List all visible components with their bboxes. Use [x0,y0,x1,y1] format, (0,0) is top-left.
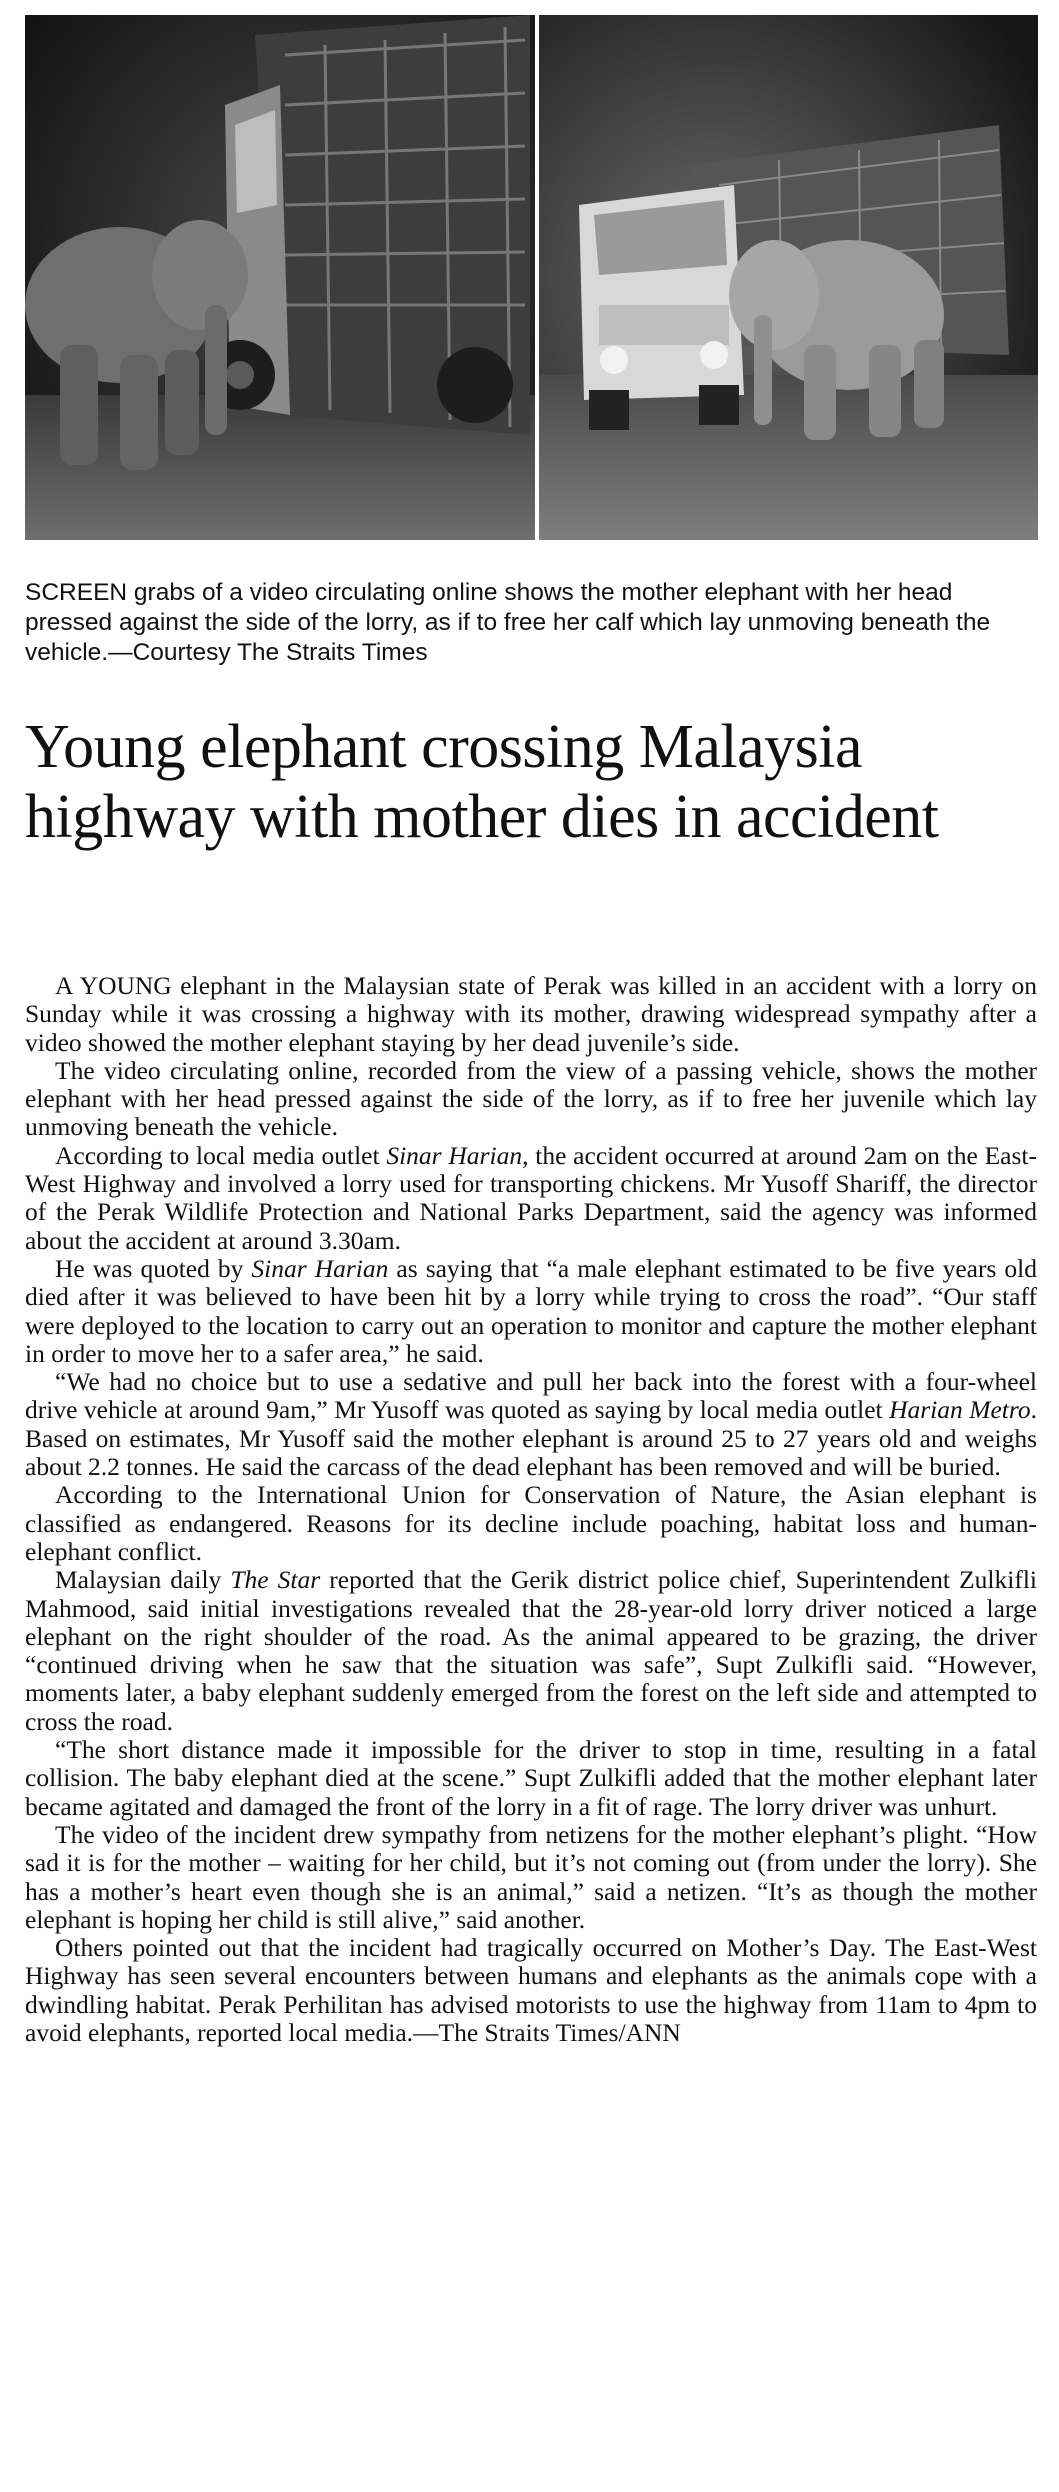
article-paragraph [25,1368,1037,1481]
paragraph-text: The video of the incident drew sympathy from netizens for the mother elephant’s plight. “How sad it is for the mother – waiting for her child, but it’s not coming out (from under the lorry). She has a mother’s heart even though she is an animal,” said a netizen. “It’s as though the mother elephant is hoping her child is still alive,” said another. [25,1819,1037,1934]
article-paragraph [25,1255,1037,1368]
elephant-beside-lorry-front-photo [539,15,1038,540]
article-paragraph [25,1142,1037,1255]
paragraph-text: A YOUNG elephant in the Malaysian state of Perak was killed in an accident with a lorry on Sunday while it was crossing a highway with its mother, drawing widespread sympathy after a video showed the mother elephant staying by her dead juvenile’s side. [25,971,1037,1057]
photo-caption: SCREEN grabs of a video circulating online shows the mother elephant with her head pressed against the side of the lorry, as if to free her calf which lay unmoving beneath the vehicle.—Courtesy The Straits Times [25,579,991,666]
paragraph-text: reported that the Gerik district police chief, Superintendent Zulkifli Mahmood, said initial investigations revealed that the 28-year-old lorry driver noticed a large elephant on the right shoulder of the road. As the animal appeared to be grazing, the driver “continued driving when he saw that the situation was safe”, Supt Zulkifli said. “However, moments later, a baby elephant suddenly emerged from the forest on the left side and attempted to cross the road. [25,1565,1037,1736]
article-paragraph [25,1934,1037,2047]
paragraph-text: as saying that “a male elephant estimated to be five years old died after it was believed to have been hit by a lorry while trying to cross the road”. “Our staff were deployed to the location to carry out an operation to monitor and capture the mother elephant in order to move her to a safer area,” he said. [25,1253,1038,1368]
paragraph-text: . Based on estimates, Mr Yusoff said the mother elephant is around 25 to 27 years old and weighs about 2.2 tonnes. He said the carcass of the dead elephant has been removed and will be buried. [25,1395,1037,1482]
paragraph-text: According to the International Union for Conservation of Nature, the Asian elephant is classified as endangered. Reasons for its decline include poaching, habitat loss and human-elephant conflict. [25,1480,1037,1566]
paragraph-text: He was quoted by [55,1253,252,1283]
publication-name: The Star [230,1565,321,1595]
article-paragraph [25,1481,1037,1566]
paragraph-text: Malaysian daily [55,1565,231,1595]
left-screen-grab-photo [25,15,535,540]
photo-strip [25,15,1038,540]
publication-name: Sinar Harian [386,1140,523,1170]
article-paragraph [25,1057,1037,1142]
publication-name: Harian Metro [889,1395,1031,1425]
article-body [25,972,1037,2047]
right-screen-grab-photo [539,15,1038,540]
headline: Young elephant crossing Malaysia highway with mother dies in accident [25,713,939,851]
publication-name: Sinar Harian [251,1253,389,1283]
paragraph-text: According to local media outlet [55,1140,387,1170]
paragraph-text: Others pointed out that the incident had tragically occurred on Mother’s Day. The East-West Highway has seen several encounters between humans and elephants as the animals cope with a dwindling habitat. Perak Perhilitan has advised motorists to use the highway from 11am to 4pm to avoid elephants, reported local media.—The Straits Times/ANN [25,1933,1037,2047]
paragraph-text: “We had no choice but to use a sedative and pull her back into the forest with a four-wheel drive vehicle at around 9am,” Mr Yusoff was quoted as saying by local media outlet [25,1367,1037,1425]
paragraph-text: , the accident occurred at around 2am on the East-West Highway and involved a lorry used for transporting chickens. Mr Yusoff Shariff, the director of the Perak Wildlife Protection and National Parks Department, said the agency was informed about the accident at around 3.30am. [25,1140,1037,1255]
article-paragraph [25,1566,1037,1736]
elephant-beside-lorry-photo [25,15,535,540]
article-paragraph [25,1821,1037,1934]
article-paragraph [25,1736,1037,1821]
paragraph-text: “The short distance made it impossible for the driver to stop in time, resulting in a fatal collision. The baby elephant died at the scene.” Supt Zulkifli added that the mother elephant later became agitated and damaged the front of the lorry in a fit of rage. The lorry driver was unhurt. [25,1735,1037,1821]
article-paragraph [25,972,1037,1057]
paragraph-text: The video circulating online, recorded from the view of a passing vehicle, shows the mother elephant with her head pressed against the side of the lorry, as if to free her juvenile which lay unmoving beneath the vehicle. [25,1055,1037,1142]
